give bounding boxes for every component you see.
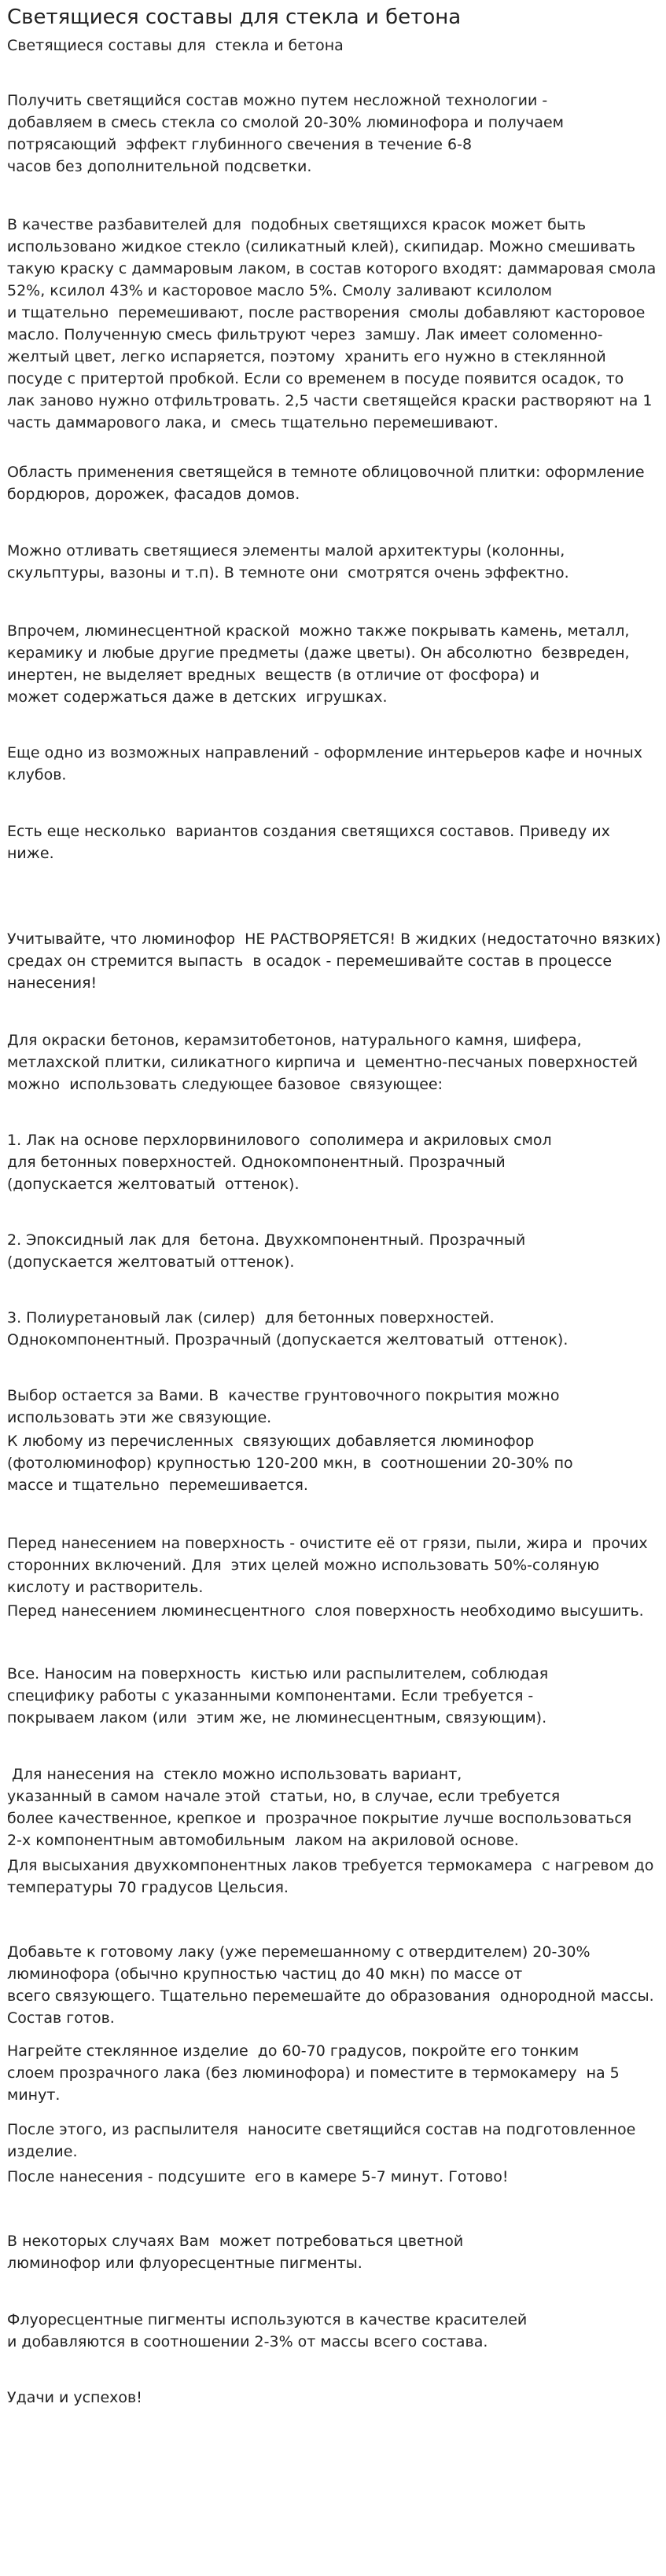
paragraph: [7, 461, 645, 505]
paragraph-line: Удачи и успехов!: [7, 2389, 142, 2406]
paragraph-line: массе и тщательно перемешивается.: [7, 1477, 308, 1494]
paragraph-line: Добавьте к готовому лаку (уже перемешанному с отвердителем) 20-30%: [7, 1943, 591, 1961]
paragraph-line: сторонних включений. Для этих целей можно использовать 50%-соляную: [7, 1557, 600, 1574]
page-title: Светящиеся составы для стекла и бетона: [7, 6, 462, 29]
paragraph-line: минут.: [7, 2086, 61, 2104]
paragraph-line: Нагрейте стеклянное изделие до 60-70 градусов, покройте его тонким: [7, 2042, 580, 2060]
paragraph: [7, 742, 642, 786]
paragraph: [7, 1855, 653, 1899]
paragraph-line: Состав готов.: [7, 2009, 115, 2027]
paragraph-line: 3. Полиуретановый лак (силер) для бетонных поверхностей.: [7, 1309, 495, 1327]
paragraph-line: использовать эти же связующие.: [7, 1409, 272, 1426]
paragraph-line: специфику работы с указанными компонентами. Если требуется -: [7, 1687, 534, 1704]
paragraph-line: изделие.: [7, 2143, 78, 2160]
paragraph-line: добавляем в смесь стекла со смолой 20-30% люминофора и получаем: [7, 114, 565, 131]
paragraph-line: желтый цвет, легко испаряется, поэтому хранить его нужно в стеклянной: [7, 348, 606, 365]
paragraph-line: люминофора (обычно крупностью частиц до 40 мкн) по массе от: [7, 1965, 523, 1983]
paragraph-line: Еще одно из возможных направлений - оформление интерьеров кафе и ночных: [7, 744, 642, 761]
paragraph: [7, 928, 661, 994]
paragraph-line: слоем прозрачного лака (без люминофора) и поместите в термокамеру на 5: [7, 2064, 620, 2082]
paragraph-line: такую краску с даммаровым лаком, в состав которого входят: даммаровая смола: [7, 260, 657, 277]
paragraph-line: Получить светящийся состав можно путем несложной технологии -: [7, 92, 548, 109]
paragraph-line: Можно отливать светящиеся элементы малой архитектуры (колонны,: [7, 542, 565, 560]
paragraph-line: температуры 70 градусов Цельсия.: [7, 1879, 289, 1896]
paragraph-line: (допускается желтоватый оттенок).: [7, 1253, 295, 1271]
paragraph-line: В некоторых случаях Вам может потребоваться цветной: [7, 2233, 464, 2250]
paragraph: [7, 1941, 654, 2029]
paragraph-line: 52%, ксилол 43% и касторовое масло 5%. Смолу заливают ксилолом: [7, 282, 553, 299]
paragraph-line: часть даммарового лака, и смесь тщательно перемешивают.: [7, 414, 499, 431]
paragraph-line: керамику и любые другие предметы (даже цветы). Он абсолютно безвреден,: [7, 644, 630, 662]
paragraph-line: средах он стремится выпасть в осадок - перемешивайте состав в процессе: [7, 952, 613, 970]
paragraph: [7, 2387, 142, 2409]
paragraph-line: нанесения!: [7, 974, 98, 992]
paragraph-line: более качественное, крепкое и прозрачное покрытие лучше воспользоваться: [7, 1810, 632, 1827]
paragraph-line: 2. Эпоксидный лак для бетона. Двухкомпонентный. Прозрачный: [7, 1231, 526, 1249]
paragraph-line: Для высыхания двухкомпонентных лаков требуется термокамера с нагревом до: [7, 1857, 654, 1874]
paragraph: [7, 1600, 644, 1622]
paragraph-line: Флуоресцентные пигменты используются в качестве красителей: [7, 2311, 528, 2328]
paragraph-line: метлахской плитки, силикатного кирпича и цементно-песчаных поверхностей: [7, 1054, 638, 1071]
paragraph-line: ниже.: [7, 845, 54, 862]
paragraph-line: и добавляются в соотношении 2-3% от массы всего состава.: [7, 2333, 488, 2350]
paragraph: [7, 90, 564, 178]
paragraph-line: Для нанесения на стекло можно использовать вариант,: [7, 1766, 462, 1783]
paragraph: [7, 1385, 559, 1429]
paragraph: [7, 1763, 631, 1851]
paragraph-line: Выбор остается за Вами. В качестве грунтовочного покрытия можно: [7, 1387, 560, 1404]
paragraph-line: всего связующего. Тщательно перемешайте до образования однородной массы.: [7, 1987, 654, 2005]
paragraph-line: 1. Лак на основе перхлорвинилового сополимера и акриловых смол: [7, 1132, 552, 1149]
paragraph: [7, 1663, 548, 1729]
paragraph: [7, 620, 630, 708]
paragraph-line: часов без дополнительной подсветки.: [7, 158, 312, 175]
paragraph: [7, 2309, 527, 2353]
paragraph: [7, 1430, 573, 1496]
paragraph: [7, 2040, 620, 2106]
paragraph-line: (допускается желтоватый оттенок).: [7, 1176, 300, 1193]
paragraph: [7, 820, 610, 864]
paragraph-line: масло. Полученную смесь фильтруют через замшу. Лак имеет соломенно-: [7, 326, 603, 343]
paragraph: [7, 1029, 638, 1095]
paragraph: [7, 1129, 552, 1195]
paragraph-line: Есть еще несколько вариантов создания светящихся составов. Приведу их: [7, 823, 610, 840]
paragraph-line: Впрочем, люминесцентной краской можно также покрывать камень, металл,: [7, 622, 630, 640]
paragraph: [7, 1532, 648, 1598]
paragraph: [7, 2166, 509, 2188]
paragraph: [7, 540, 569, 584]
paragraph-line: для бетонных поверхностей. Однокомпонентный. Прозрачный: [7, 1154, 506, 1171]
paragraph-line: указанный в самом начале этой статьи, но, в случае, если требуется: [7, 1788, 561, 1805]
paragraph-line: К любому из перечисленных связующих добавляется люминофор: [7, 1433, 535, 1450]
article-subtitle: Светящиеся составы для стекла и бетона: [7, 37, 344, 54]
paragraph: [7, 2230, 463, 2274]
paragraph-line: лак заново нужно отфильтровать. 2,5 части светящейся краски растворяют на 1: [7, 392, 653, 409]
paragraph-line: использовано жидкое стекло (силикатный клей), скипидар. Можно смешивать: [7, 238, 636, 255]
paragraph-line: Учитывайте, что люминофор НЕ РАСТВОРЯЕТСЯ! В жидких (недостаточно вязких): [7, 930, 661, 948]
paragraph: [7, 2119, 635, 2163]
paragraph-line: люминофор или флуоресцентные пигменты.: [7, 2255, 362, 2272]
paragraph: [7, 214, 656, 434]
paragraph-line: скульптуры, вазоны и т.п). В темноте они смотрятся очень эффектно.: [7, 564, 569, 582]
paragraph-line: бордюров, дорожек, фасадов домов.: [7, 486, 300, 503]
paragraph-line: (фотолюминофор) крупностью 120-200 мкн, в соотношении 20-30% по: [7, 1455, 573, 1472]
paragraph-line: можно использовать следующее базовое связующее:: [7, 1076, 443, 1093]
paragraph: [7, 1229, 525, 1273]
paragraph-line: Область применения светящейся в темноте облицовочной плитки: оформление: [7, 464, 645, 481]
paragraph-line: потрясающий эффект глубинного свечения в течение 6-8: [7, 136, 473, 153]
paragraph-line: Для окраски бетонов, керамзитобетонов, натурального камня, шифера,: [7, 1032, 582, 1049]
paragraph-line: В качестве разбавителей для подобных светящихся красок может быть: [7, 216, 587, 233]
paragraph-line: и тщательно перемешивают, после растворения смолы добавляют касторовое: [7, 304, 646, 321]
paragraph-line: После нанесения - подсушите его в камере 5-7 минут. Готово!: [7, 2168, 509, 2185]
paragraph-line: Перед нанесением люминесцентного слоя поверхность необходимо высушить.: [7, 1602, 644, 1620]
paragraph-line: Перед нанесением на поверхность - очистите её от грязи, пыли, жира и прочих: [7, 1535, 648, 1552]
paragraph-line: клубов.: [7, 766, 67, 783]
paragraph-line: Однокомпонентный. Прозрачный (допускается желтоватый оттенок).: [7, 1331, 568, 1349]
paragraph-line: посуде с притертой пробкой. Если со временем в посуде появится осадок, то: [7, 370, 624, 387]
paragraph-line: Все. Наносим на поверхность кистью или распылителем, соблюдая: [7, 1665, 549, 1682]
paragraph-line: кислоту и растворитель.: [7, 1579, 204, 1596]
paragraph-line: После этого, из распылителя наносите светящийся состав на подготовленное: [7, 2121, 636, 2138]
paragraph-line: 2-х компонентным автомобильным лаком на акриловой основе.: [7, 1832, 519, 1849]
paragraph-line: инертен, не выделяет вредных веществ (в отличие от фосфора) и: [7, 666, 539, 684]
paragraph: [7, 1307, 568, 1351]
paragraph-line: покрываем лаком (или этим же, не люминесцентным, связующим).: [7, 1709, 547, 1727]
paragraph-line: может содержаться даже в детских игрушках.: [7, 688, 388, 706]
